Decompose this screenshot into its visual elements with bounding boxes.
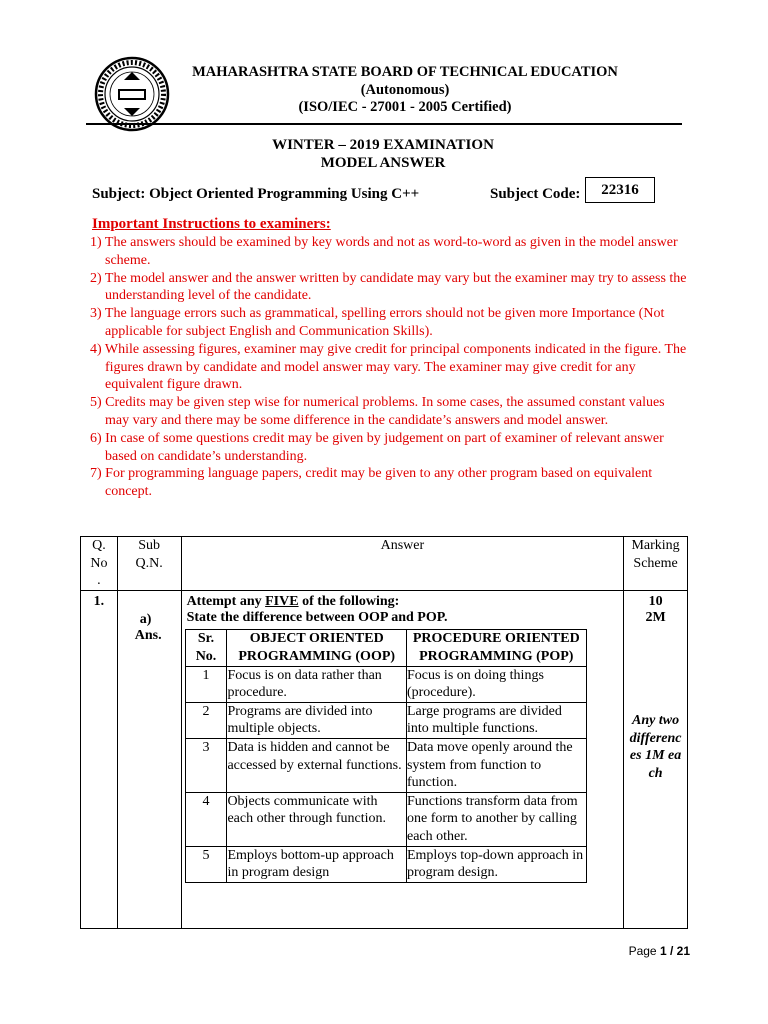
certification-label: (ISO/IEC - 27001 - 2005 Certified) xyxy=(298,99,512,115)
comparison-row: 2 Programs are divided into multiple objects. Large programs are divided into multiple functions. xyxy=(185,702,586,738)
answer-header: Answer xyxy=(181,537,624,591)
sr-no-header: Sr. No. xyxy=(185,630,227,667)
comparison-row: 1 Focus is on data rather than procedure. Focus is on doing things (procedure). xyxy=(185,666,586,702)
header-divider xyxy=(86,123,682,125)
board-name: MAHARASHTRA STATE BOARD OF TECHNICAL EDUCATION xyxy=(192,64,618,80)
subqn-header: Sub Q.N. xyxy=(117,537,181,591)
instructions-list xyxy=(90,234,690,501)
answer-cell xyxy=(181,591,624,929)
subject-name: Subject: Object Oriented Programming Using C++ xyxy=(92,186,420,202)
subject-code-box: 22316 xyxy=(585,177,655,203)
instruction-item: 1) The answers should be examined by key words and not as word-to-word as given in the model answer scheme. xyxy=(90,235,678,268)
autonomous-label: (Autonomous) xyxy=(360,82,450,98)
pop-header: PROCEDURE ORIENTED PROGRAMMING (POP) xyxy=(406,630,586,667)
instruction-item: 7) For programming language papers, credit may be given to any other program based on equivalent concept. xyxy=(90,466,653,500)
exam-session: WINTER – 2019 EXAMINATION xyxy=(272,137,494,153)
oop-header: OBJECT ORIENTED PROGRAMMING (OOP) xyxy=(227,630,407,667)
qno-header: Q. No . xyxy=(81,537,118,591)
sub-question-cell xyxy=(117,591,181,929)
ans-label: Ans. xyxy=(134,628,162,643)
comparison-header-row xyxy=(185,630,586,667)
oop-pop-comparison-table xyxy=(185,629,587,883)
marking-scheme-note: Any two differences 1M each xyxy=(629,713,682,781)
attempt-instruction: Attempt any FIVE of the following: xyxy=(186,594,400,609)
instruction-item: 5) Credits may be given step wise for numerical problems. In some cases, the assumed constant values may vary and there may be some difference in the candidate’s answers and model answer. xyxy=(90,395,665,428)
instruction-item: 6) In case of some questions credit may be given by judgement on part of examiner of relevant answer based on candidate’s understanding. xyxy=(90,430,664,464)
instruction-item: 2) The model answer and the answer written by candidate may vary but the examiner may try to assess the understanding level of the candidate. xyxy=(90,270,687,304)
document-type: MODEL ANSWER xyxy=(320,155,446,171)
instruction-item: 3) The language errors such as grammatical, spelling errors should not be given more Importance (Not applicable for subject English and Communication Skills). xyxy=(90,306,665,339)
msbte-seal-logo xyxy=(94,56,170,132)
page-number: Page 1 / 21 xyxy=(628,944,690,958)
question-text: State the difference between OOP and POP. xyxy=(186,610,448,625)
question-number-cell xyxy=(81,591,118,929)
answer-table xyxy=(80,536,688,929)
table-row xyxy=(81,591,688,929)
marking-scheme-header: Marking Scheme xyxy=(624,537,688,591)
subject-code-label: Subject Code: xyxy=(490,186,581,202)
comparison-row: 4 Objects communicate with each other through function. Functions transform data from one form to another by calling each other. xyxy=(185,792,586,846)
sub-question-label: a) xyxy=(139,612,152,627)
comparison-row: 5 Employs bottom-up approach in program design Employs top-down approach in program design. xyxy=(185,846,586,882)
table-header-row xyxy=(81,537,688,591)
instructions-heading: Important Instructions to examiners: xyxy=(92,216,331,232)
question-number: 1. xyxy=(93,594,105,609)
comparison-row: 3 Data is hidden and cannot be accessed by external functions. Data move openly around the system from function to function. xyxy=(185,738,586,792)
marks-total: 10 xyxy=(648,594,663,609)
instruction-item: 4) While assessing figures, examiner may give credit for principal components indicated in the figure. The figures drawn by candidate and model answer may vary. The examiner may give credit for any equivalent figure drawn. xyxy=(90,341,687,393)
marks-question: 2M xyxy=(645,610,666,625)
marking-cell xyxy=(624,591,688,929)
